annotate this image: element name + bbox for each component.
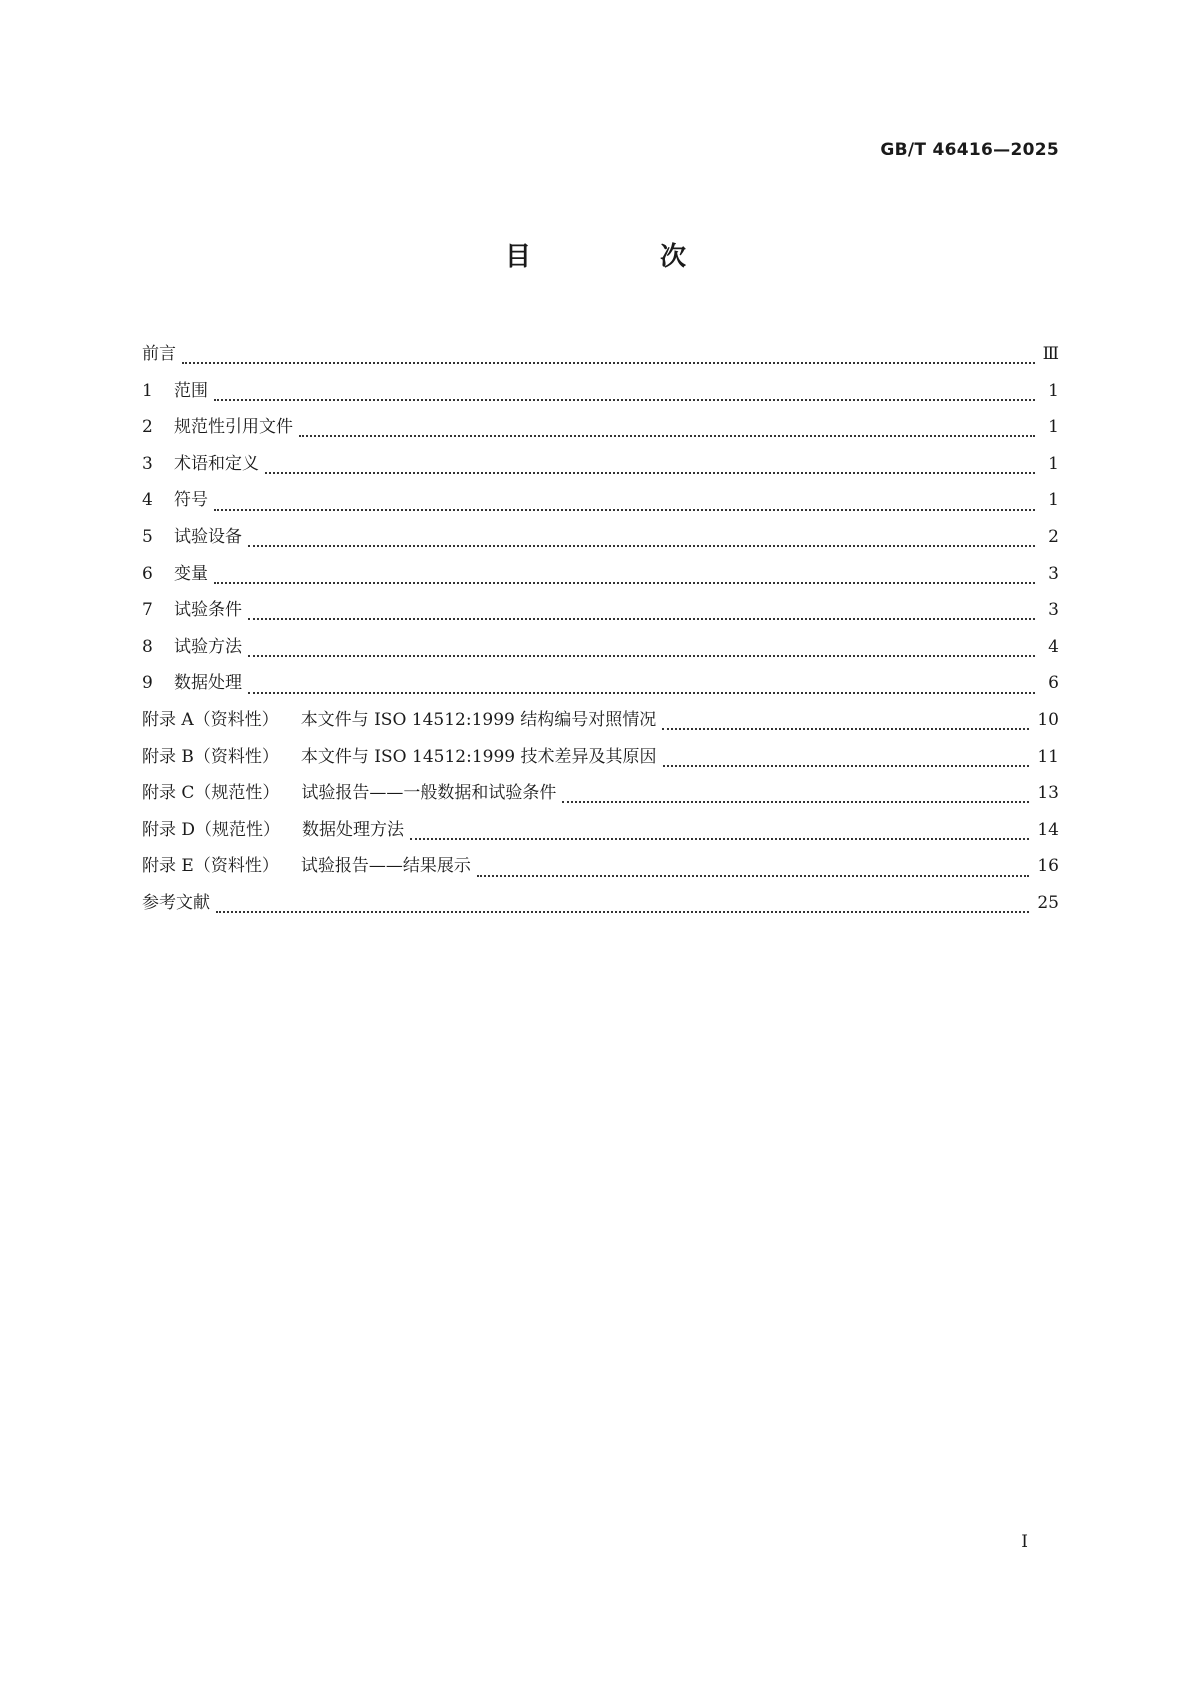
toc-entry-variables[interactable]: [142, 559, 1059, 596]
dot-leader: [248, 676, 1035, 694]
toc-entry-title: 范围: [174, 380, 208, 401]
toc-entry-page: 4: [1048, 636, 1059, 657]
toc-entry-page: 10: [1037, 709, 1059, 730]
toc-entry-number: 6: [142, 563, 153, 584]
toc-entry-number: 2: [142, 417, 153, 438]
dot-leader: [182, 346, 1035, 364]
toc-entry-annex-e[interactable]: [142, 851, 1059, 888]
toc-entry-page: 3: [1048, 563, 1059, 584]
toc-entry-number: 1: [142, 380, 153, 401]
toc-entry-number: 4: [142, 490, 153, 511]
annex-title: 数据处理方法: [302, 819, 405, 840]
toc-entry-number: 3: [142, 453, 153, 474]
toc-entry-title: 术语和定义: [174, 453, 259, 474]
toc-entry-page: 1: [1048, 490, 1059, 511]
toc-entry-page: 1: [1048, 453, 1059, 474]
toc-title: 目 次: [504, 242, 747, 272]
toc-entry-page: 13: [1037, 783, 1059, 804]
toc-entry-title: 变量: [174, 563, 208, 584]
toc-entry-title: [142, 705, 662, 730]
toc-entry-test-method[interactable]: [142, 632, 1059, 669]
annex-label: 附录 D（规范性）: [142, 819, 281, 840]
toc-entry-title: [142, 778, 562, 803]
dot-leader: [477, 859, 1030, 877]
dot-leader: [248, 529, 1035, 547]
dot-leader: [299, 419, 1035, 437]
toc-entry-page: 16: [1037, 856, 1059, 877]
dot-leader: [265, 456, 1035, 474]
toc-entry-symbols[interactable]: [142, 485, 1059, 522]
annex-title: 本文件与 ISO 14512:1999 结构编号对照情况: [300, 709, 657, 730]
toc-entry-foreword[interactable]: [142, 339, 1059, 376]
toc-entry-number: 9: [142, 673, 153, 694]
annex-title: 本文件与 ISO 14512:1999 技术差异及其原因: [300, 746, 657, 767]
toc-entry-title: 符号: [174, 490, 208, 511]
toc-entry-test-equipment[interactable]: [142, 522, 1059, 559]
toc-entry-annex-b[interactable]: [142, 742, 1059, 779]
toc-entry-title: 试验设备: [174, 526, 242, 547]
toc-entry-number: 7: [142, 600, 153, 621]
dot-leader: [662, 712, 1029, 730]
dot-leader: [562, 785, 1029, 803]
dot-leader: [248, 602, 1035, 620]
dot-leader: [410, 822, 1029, 840]
toc-entry-page: 1: [1048, 380, 1059, 401]
annex-label: 附录 B（资料性）: [142, 746, 279, 767]
dot-leader: [248, 639, 1035, 657]
toc-entry-number: 8: [142, 636, 153, 657]
toc-entry-terms-definitions[interactable]: [142, 449, 1059, 486]
dot-leader: [214, 383, 1035, 401]
dot-leader: [216, 895, 1029, 913]
toc-entry-scope[interactable]: [142, 376, 1059, 413]
toc-entry-title: [142, 851, 477, 876]
page-number: I: [1021, 1532, 1028, 1552]
toc-entry-title: 规范性引用文件: [174, 417, 293, 438]
toc-entry-data-processing[interactable]: [142, 668, 1059, 705]
annex-title: 试验报告——结果展示: [300, 856, 471, 877]
toc-entry-annex-a[interactable]: [142, 705, 1059, 742]
toc-entry-test-conditions[interactable]: [142, 595, 1059, 632]
dot-leader: [214, 493, 1035, 511]
annex-label: 附录 C（规范性）: [142, 783, 280, 804]
toc-entry-page: 11: [1037, 746, 1059, 767]
dot-leader: [214, 566, 1035, 584]
toc-entry-page: 25: [1037, 892, 1059, 913]
dot-leader: [663, 749, 1030, 767]
toc-entry-page: 6: [1048, 673, 1059, 694]
toc-entry-normative-references[interactable]: [142, 412, 1059, 449]
toc-entry-title: [142, 815, 410, 840]
toc-entry-title: 试验方法: [174, 636, 242, 657]
toc-entry-annex-d[interactable]: [142, 815, 1059, 852]
standard-number: GB/T 46416—2025: [880, 140, 1059, 160]
annex-label: 附录 E（资料性）: [142, 856, 279, 877]
toc-entry-annex-c[interactable]: [142, 778, 1059, 815]
toc-entry-title: 数据处理: [174, 673, 242, 694]
annex-label: 附录 A（资料性）: [142, 709, 279, 730]
toc-entry-page: 3: [1048, 600, 1059, 621]
toc-entry-page: 1: [1048, 417, 1059, 438]
toc-entry-title: 参考文献: [142, 892, 210, 913]
toc-entry-bibliography[interactable]: [142, 888, 1059, 925]
toc-entry-page: 2: [1048, 526, 1059, 547]
toc-entry-title: 前言: [142, 344, 176, 364]
toc-entry-number: 5: [142, 526, 153, 547]
toc-entry-title: 试验条件: [174, 600, 242, 621]
toc-entry-page: Ⅲ: [1042, 344, 1059, 364]
toc-entry-title: [142, 742, 663, 767]
toc-entry-page: 14: [1037, 819, 1059, 840]
toc-list: [142, 339, 1059, 925]
annex-title: 试验报告——一般数据和试验条件: [301, 783, 557, 804]
